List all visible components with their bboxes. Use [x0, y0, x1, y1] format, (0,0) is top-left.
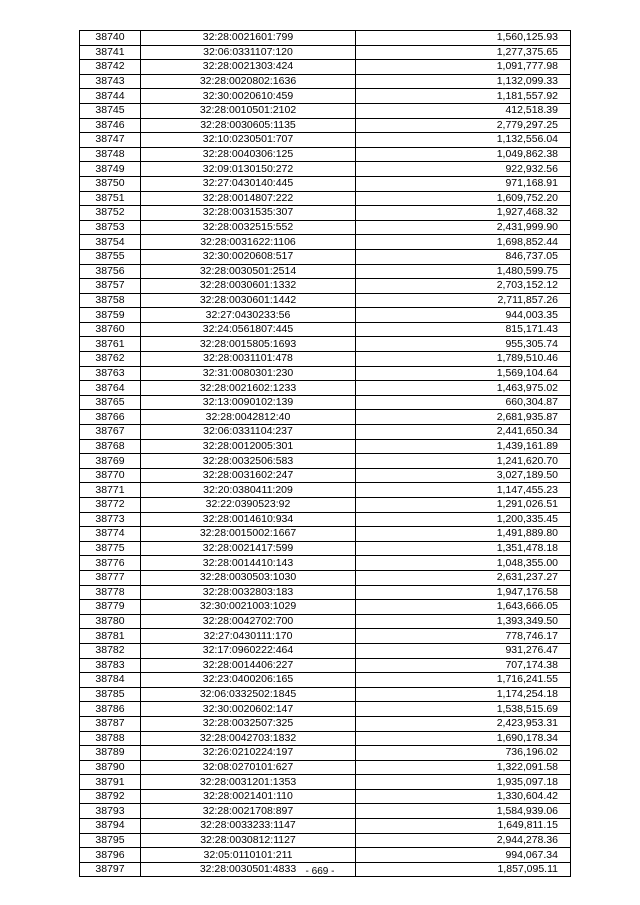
cell-code: 32:28:0030812:1127	[141, 833, 356, 848]
cell-amount: 1,789,510.46	[356, 352, 571, 367]
table-row	[80, 235, 571, 250]
cell-code: 32:28:0040306:125	[141, 147, 356, 162]
table-row	[80, 643, 571, 658]
cell-code: 32:28:0030605:1135	[141, 118, 356, 133]
cell-code: 32:30:0020602:147	[141, 702, 356, 717]
cell-amount: 955,305.74	[356, 337, 571, 352]
cell-id: 38742	[80, 60, 141, 75]
cell-amount: 1,132,556.04	[356, 133, 571, 148]
cell-id: 38791	[80, 775, 141, 790]
cell-id: 38765	[80, 395, 141, 410]
cell-id: 38740	[80, 31, 141, 46]
cell-amount: 412,518.39	[356, 103, 571, 118]
cell-code: 32:09:0130150:272	[141, 162, 356, 177]
cell-id: 38764	[80, 381, 141, 396]
cell-code: 32:28:0042702:700	[141, 614, 356, 629]
cell-id: 38748	[80, 147, 141, 162]
cell-id: 38790	[80, 760, 141, 775]
cell-id: 38794	[80, 819, 141, 834]
cell-code: 32:28:0030501:4833	[141, 862, 356, 877]
table-row	[80, 512, 571, 527]
cell-code: 32:26:0210224:197	[141, 746, 356, 761]
cell-amount: 2,631,237.27	[356, 570, 571, 585]
table-body	[80, 31, 571, 877]
table-row	[80, 819, 571, 834]
cell-code: 32:28:0010501:2102	[141, 103, 356, 118]
cell-amount: 944,003.35	[356, 308, 571, 323]
table-row	[80, 395, 571, 410]
cell-amount: 1,049,862.38	[356, 147, 571, 162]
cell-code: 32:28:0030501:2514	[141, 264, 356, 279]
cell-amount: 1,643,666.05	[356, 600, 571, 615]
cell-id: 38768	[80, 439, 141, 454]
cell-id: 38741	[80, 45, 141, 60]
cell-amount: 1,091,777.98	[356, 60, 571, 75]
table-row	[80, 74, 571, 89]
cell-amount: 2,423,953.31	[356, 716, 571, 731]
cell-amount: 1,584,939.06	[356, 804, 571, 819]
cell-id: 38789	[80, 746, 141, 761]
cell-id: 38752	[80, 206, 141, 221]
cell-code: 32:28:0014406:227	[141, 658, 356, 673]
cell-amount: 2,431,999.90	[356, 220, 571, 235]
cell-code: 32:28:0032506:583	[141, 454, 356, 469]
table-row	[80, 716, 571, 731]
cell-id: 38786	[80, 702, 141, 717]
cell-id: 38777	[80, 570, 141, 585]
cell-amount: 1,181,557.92	[356, 89, 571, 104]
cell-code: 32:10:0230501:707	[141, 133, 356, 148]
cell-amount: 1,491,889.80	[356, 527, 571, 542]
table-row	[80, 381, 571, 396]
cell-amount: 1,480,599.75	[356, 264, 571, 279]
cell-id: 38758	[80, 293, 141, 308]
table-row	[80, 600, 571, 615]
cell-code: 32:05:0110101:211	[141, 848, 356, 863]
table-row	[80, 293, 571, 308]
table-row	[80, 585, 571, 600]
table-row	[80, 746, 571, 761]
cell-id: 38782	[80, 643, 141, 658]
table-row	[80, 614, 571, 629]
cell-amount: 994,067.34	[356, 848, 571, 863]
table-row	[80, 804, 571, 819]
cell-amount: 1,322,091.58	[356, 760, 571, 775]
cell-id: 38750	[80, 176, 141, 191]
table-row	[80, 220, 571, 235]
cell-id: 38774	[80, 527, 141, 542]
cell-id: 38778	[80, 585, 141, 600]
cell-amount: 1,330,604.42	[356, 789, 571, 804]
cell-id: 38788	[80, 731, 141, 746]
cell-amount: 2,703,152.12	[356, 279, 571, 294]
table-row	[80, 308, 571, 323]
cell-code: 32:28:0015805:1693	[141, 337, 356, 352]
cell-id: 38785	[80, 687, 141, 702]
cell-code: 32:28:0032515:552	[141, 220, 356, 235]
cell-code: 32:31:0080301:230	[141, 366, 356, 381]
cell-amount: 2,711,857.26	[356, 293, 571, 308]
cell-amount: 736,196.02	[356, 746, 571, 761]
cell-code: 32:23:0400206:165	[141, 673, 356, 688]
table-row	[80, 118, 571, 133]
cell-code: 32:28:0030503:1030	[141, 570, 356, 585]
table-row	[80, 702, 571, 717]
table-row	[80, 673, 571, 688]
table-row	[80, 629, 571, 644]
cell-amount: 1,927,468.32	[356, 206, 571, 221]
cell-code: 32:27:0430233:56	[141, 308, 356, 323]
cell-id: 38770	[80, 468, 141, 483]
cell-id: 38792	[80, 789, 141, 804]
cell-amount: 2,681,935.87	[356, 410, 571, 425]
cell-amount: 931,276.47	[356, 643, 571, 658]
cell-id: 38775	[80, 541, 141, 556]
cell-amount: 1,698,852.44	[356, 235, 571, 250]
table-row	[80, 483, 571, 498]
cell-code: 32:28:0020802:1636	[141, 74, 356, 89]
table-row	[80, 833, 571, 848]
cell-amount: 1,351,478.18	[356, 541, 571, 556]
cell-amount: 1,609,752.20	[356, 191, 571, 206]
cell-amount: 846,737.05	[356, 249, 571, 264]
cell-code: 32:28:0031622:1106	[141, 235, 356, 250]
cell-code: 32:28:0015002:1667	[141, 527, 356, 542]
cell-amount: 1,947,176.58	[356, 585, 571, 600]
cell-amount: 1,935,097.18	[356, 775, 571, 790]
cell-amount: 660,304.87	[356, 395, 571, 410]
cell-amount: 1,277,375.65	[356, 45, 571, 60]
cell-code: 32:28:0031201:1353	[141, 775, 356, 790]
cell-id: 38745	[80, 103, 141, 118]
cell-id: 38766	[80, 410, 141, 425]
cell-id: 38749	[80, 162, 141, 177]
table-row	[80, 89, 571, 104]
cell-amount: 2,779,297.25	[356, 118, 571, 133]
cell-id: 38793	[80, 804, 141, 819]
cell-amount: 1,048,355.00	[356, 556, 571, 571]
table-row	[80, 264, 571, 279]
table-row	[80, 454, 571, 469]
page-number: - 669 -	[305, 866, 335, 877]
cell-amount: 3,027,189.50	[356, 468, 571, 483]
table-row	[80, 731, 571, 746]
cell-code: 32:28:0021401:110	[141, 789, 356, 804]
cell-code: 32:28:0031535:307	[141, 206, 356, 221]
cell-amount: 815,171.43	[356, 322, 571, 337]
table-row	[80, 103, 571, 118]
cell-code: 32:30:0021003:1029	[141, 600, 356, 615]
cell-id: 38781	[80, 629, 141, 644]
cell-id: 38757	[80, 279, 141, 294]
cell-code: 32:30:0020610:459	[141, 89, 356, 104]
cell-amount: 1,174,254.18	[356, 687, 571, 702]
cell-id: 38759	[80, 308, 141, 323]
cell-id: 38771	[80, 483, 141, 498]
cell-id: 38762	[80, 352, 141, 367]
table-row	[80, 206, 571, 221]
table-row	[80, 775, 571, 790]
table-row	[80, 133, 571, 148]
cell-amount: 2,441,650.34	[356, 425, 571, 440]
cell-id: 38787	[80, 716, 141, 731]
cell-code: 32:28:0033233:1147	[141, 819, 356, 834]
cell-code: 32:06:0331107:120	[141, 45, 356, 60]
cell-amount: 1,291,026.51	[356, 498, 571, 513]
cell-amount: 707,174.38	[356, 658, 571, 673]
cell-id: 38755	[80, 249, 141, 264]
table-row	[80, 352, 571, 367]
cell-id: 38797	[80, 862, 141, 877]
cell-id: 38772	[80, 498, 141, 513]
table-row	[80, 570, 571, 585]
cell-code: 32:28:0032507:325	[141, 716, 356, 731]
table-row	[80, 162, 571, 177]
table-row	[80, 425, 571, 440]
table-row	[80, 249, 571, 264]
cell-id: 38776	[80, 556, 141, 571]
cell-code: 32:28:0021417:599	[141, 541, 356, 556]
cell-code: 32:28:0014410:143	[141, 556, 356, 571]
cell-code: 32:20:0380411:209	[141, 483, 356, 498]
cell-code: 32:24:0561807:445	[141, 322, 356, 337]
table-row	[80, 687, 571, 702]
table-row	[80, 468, 571, 483]
cell-code: 32:28:0030601:1442	[141, 293, 356, 308]
table-row	[80, 410, 571, 425]
table-row	[80, 191, 571, 206]
cell-amount: 1,649,811.15	[356, 819, 571, 834]
table-row	[80, 848, 571, 863]
cell-code: 32:28:0031602:247	[141, 468, 356, 483]
cell-amount: 1,569,104.64	[356, 366, 571, 381]
cell-code: 32:30:0020608:517	[141, 249, 356, 264]
cell-code: 32:28:0014610:934	[141, 512, 356, 527]
cell-amount: 1,538,515.69	[356, 702, 571, 717]
cell-code: 32:28:0042812:40	[141, 410, 356, 425]
cell-amount: 1,463,975.02	[356, 381, 571, 396]
cell-code: 32:28:0012005:301	[141, 439, 356, 454]
cell-id: 38763	[80, 366, 141, 381]
cell-amount: 1,393,349.50	[356, 614, 571, 629]
cell-id: 38761	[80, 337, 141, 352]
cell-id: 38753	[80, 220, 141, 235]
table-row	[80, 147, 571, 162]
cell-amount: 922,932.56	[356, 162, 571, 177]
table-row	[80, 541, 571, 556]
cell-code: 32:13:0090102:139	[141, 395, 356, 410]
cell-code: 32:22:0390523:92	[141, 498, 356, 513]
cell-code: 32:28:0021602:1233	[141, 381, 356, 396]
table-row	[80, 31, 571, 46]
cell-code: 32:27:0430111:170	[141, 629, 356, 644]
cell-amount: 1,439,161.89	[356, 439, 571, 454]
cell-id: 38767	[80, 425, 141, 440]
cell-amount: 1,241,620.70	[356, 454, 571, 469]
cell-id: 38784	[80, 673, 141, 688]
table-row	[80, 45, 571, 60]
cell-amount: 1,147,455.23	[356, 483, 571, 498]
cell-id: 38754	[80, 235, 141, 250]
cell-id: 38746	[80, 118, 141, 133]
cell-id: 38751	[80, 191, 141, 206]
cell-id: 38796	[80, 848, 141, 863]
cell-id: 38760	[80, 322, 141, 337]
cell-code: 32:17:0960222:464	[141, 643, 356, 658]
cell-amount: 1,716,241.55	[356, 673, 571, 688]
cell-id: 38743	[80, 74, 141, 89]
cell-id: 38769	[80, 454, 141, 469]
cell-code: 32:28:0042703:1832	[141, 731, 356, 746]
cell-code: 32:28:0031101:478	[141, 352, 356, 367]
cell-amount: 1,857,095.11	[356, 862, 571, 877]
cell-code: 32:06:0332502:1845	[141, 687, 356, 702]
cell-amount: 971,168.91	[356, 176, 571, 191]
cell-amount: 2,944,278.36	[356, 833, 571, 848]
cell-id: 38773	[80, 512, 141, 527]
table-row	[80, 366, 571, 381]
cell-code: 32:06:0331104:237	[141, 425, 356, 440]
cell-id: 38783	[80, 658, 141, 673]
table-row	[80, 176, 571, 191]
cell-code: 32:28:0021601:799	[141, 31, 356, 46]
cell-id: 38779	[80, 600, 141, 615]
table-row	[80, 439, 571, 454]
table-row	[80, 556, 571, 571]
cell-code: 32:28:0021708:897	[141, 804, 356, 819]
cell-amount: 1,560,125.93	[356, 31, 571, 46]
cell-code: 32:28:0032803:183	[141, 585, 356, 600]
cell-id: 38747	[80, 133, 141, 148]
table-row	[80, 760, 571, 775]
table-row	[80, 527, 571, 542]
cell-amount: 1,200,335.45	[356, 512, 571, 527]
cell-code: 32:27:0430140:445	[141, 176, 356, 191]
cell-code: 32:08:0270101:627	[141, 760, 356, 775]
table-row	[80, 279, 571, 294]
cell-amount: 1,132,099.33	[356, 74, 571, 89]
table-row	[80, 60, 571, 75]
cell-amount: 1,690,178.34	[356, 731, 571, 746]
table-row	[80, 498, 571, 513]
cell-code: 32:28:0021303:424	[141, 60, 356, 75]
cell-code: 32:28:0014807:222	[141, 191, 356, 206]
data-table	[79, 30, 571, 877]
cell-id: 38756	[80, 264, 141, 279]
cell-amount: 778,746.17	[356, 629, 571, 644]
table-row	[80, 658, 571, 673]
cell-code: 32:28:0030601:1332	[141, 279, 356, 294]
cell-id: 38795	[80, 833, 141, 848]
table-row	[80, 337, 571, 352]
table-row	[80, 789, 571, 804]
cell-id: 38780	[80, 614, 141, 629]
cell-id: 38744	[80, 89, 141, 104]
table-row	[80, 322, 571, 337]
